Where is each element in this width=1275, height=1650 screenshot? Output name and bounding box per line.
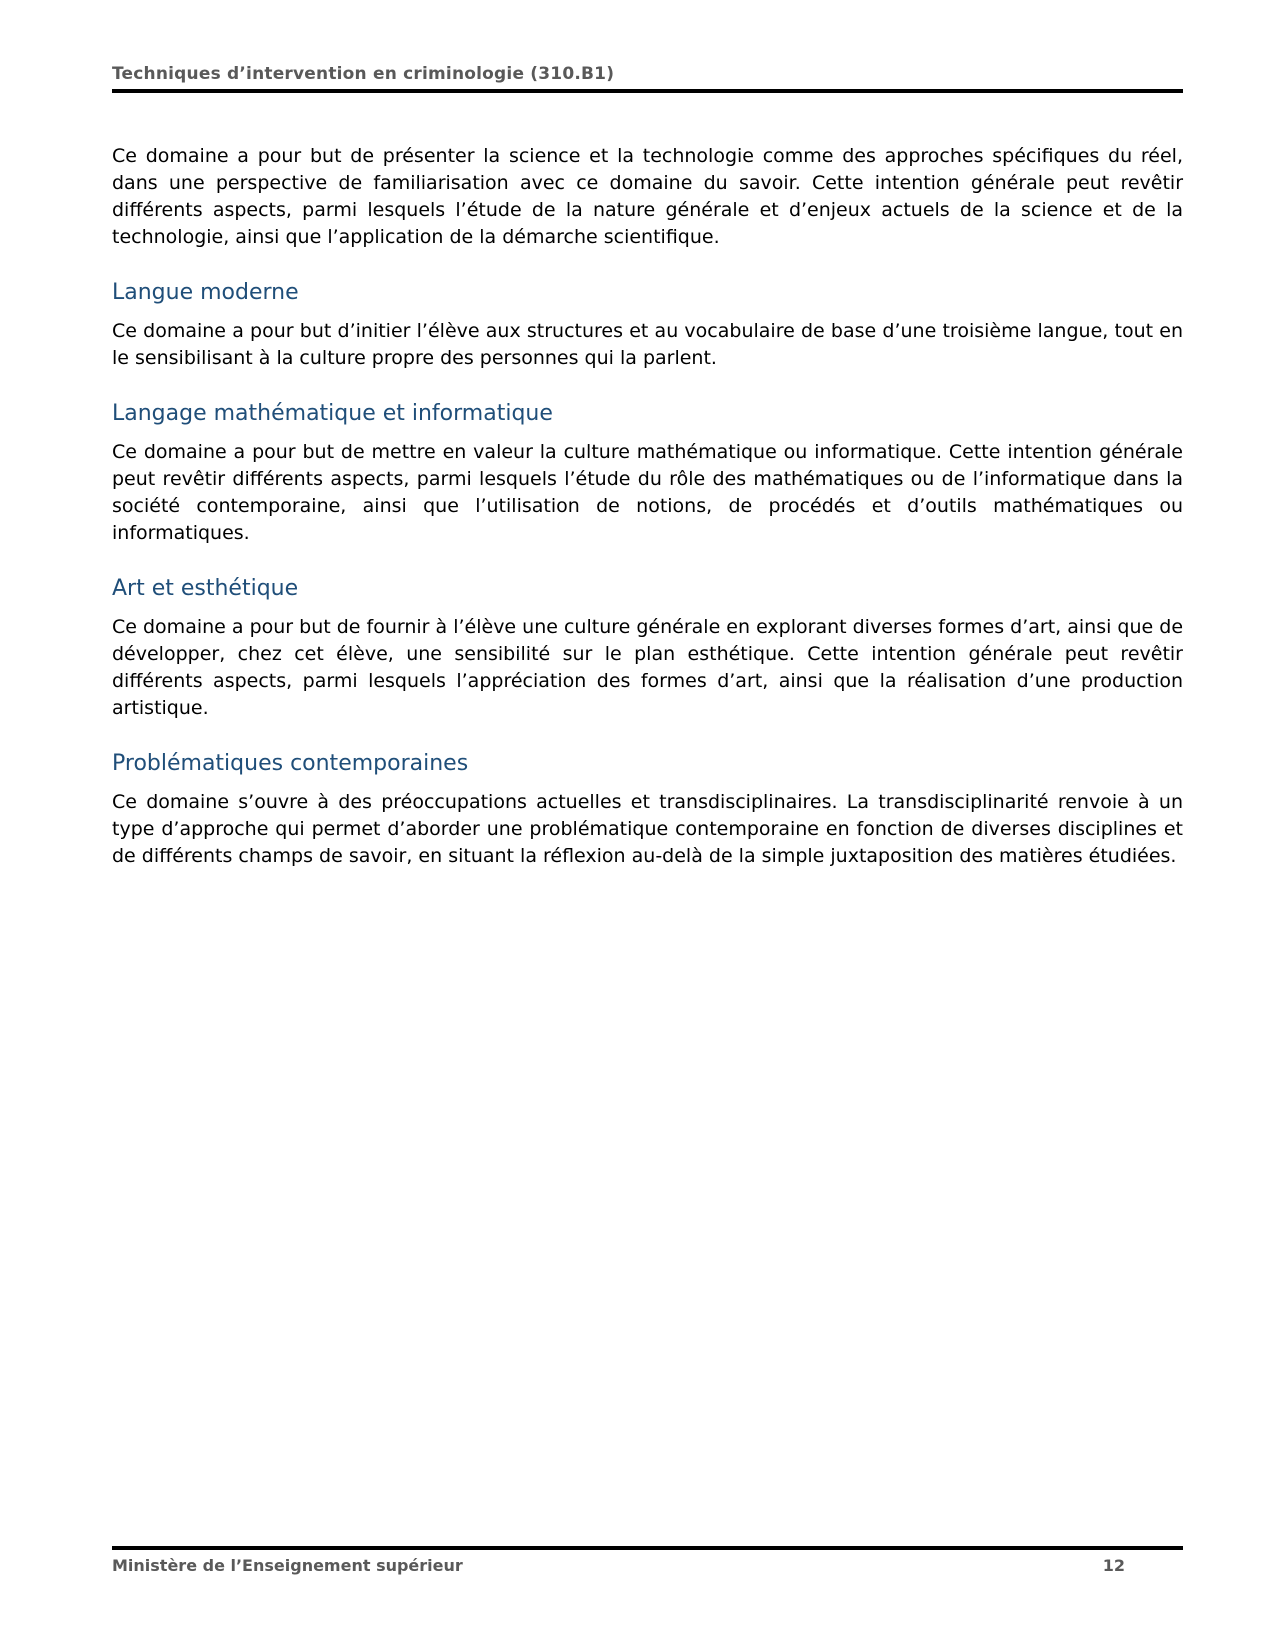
footer-rule — [112, 1546, 1183, 1550]
page-header — [112, 0, 1183, 93]
section-paragraph-problematiques-contemporaines: Ce domaine s’ouvre à des préoccupations actuelles et transdisciplinaires. La transdisciplinarité renvoie à un type d’approche qui permet d’aborder une problématique contemporaine en fonction de diverses disciplines et de différents champs de savoir, en situant la réflexion au-delà de la simple juxtaposition des matières étudiées. — [112, 791, 1183, 867]
document-body — [112, 143, 1183, 870]
footer-row — [112, 1556, 1183, 1575]
section-paragraph-art-esthetique: Ce domaine a pour but de fournir à l’élève une culture générale en explorant diverses formes d’art, ainsi que de développer, chez cet élève, une sensibilité sur le plan esthétique. Cette intention générale peut revêtir différents aspects, parmi lesquels l’appréciation des formes d’art, ainsi que la réalisation d’une production artistique. — [112, 616, 1184, 719]
section-paragraph-langue-moderne: Ce domaine a pour but d’initier l’élève aux structures et au vocabulaire de base d’une troisième langue, tout en le sensibilisant à la culture propre des personnes qui la parlent. — [112, 320, 1183, 369]
footer-ministry-label: Ministère de l’Enseignement supérieur — [112, 1556, 463, 1575]
footer-page-number: 12 — [1102, 1556, 1125, 1575]
section-heading-langage-mathematique: Langage mathématique et informatique — [112, 401, 553, 426]
section-heading-problematiques-contemporaines: Problématiques contemporaines — [112, 751, 469, 776]
header-rule — [112, 89, 1183, 93]
header-title: Techniques d’intervention en criminologie (310.B1) — [112, 64, 615, 84]
section-paragraph-langage-mathematique: Ce domaine a pour but de mettre en valeur la culture mathématique ou informatique. Cette intention générale peut revêtir différents aspects, parmi lesquels l’étude du rôle des mathématiques ou de l’informatique dans la société contemporaine, ainsi que l’utilisation de notions, de procédés et d’outils mathématiques ou informatiques. — [112, 441, 1183, 544]
section-heading-langue-moderne: Langue moderne — [112, 280, 299, 305]
intro-paragraph: Ce domaine a pour but de présenter la science et la technologie comme des approches spécifiques du réel, dans une perspective de familiarisation avec ce domaine du savoir. Cette intention générale peut revêtir différents aspects, parmi lesquels l’étude de la nature générale et d’enjeux actuels de la science et de la technologie, ainsi que l’application de la démarche scientifique. — [112, 145, 1183, 248]
page-footer — [112, 1546, 1183, 1575]
section-heading-art-esthetique: Art et esthétique — [112, 576, 299, 601]
